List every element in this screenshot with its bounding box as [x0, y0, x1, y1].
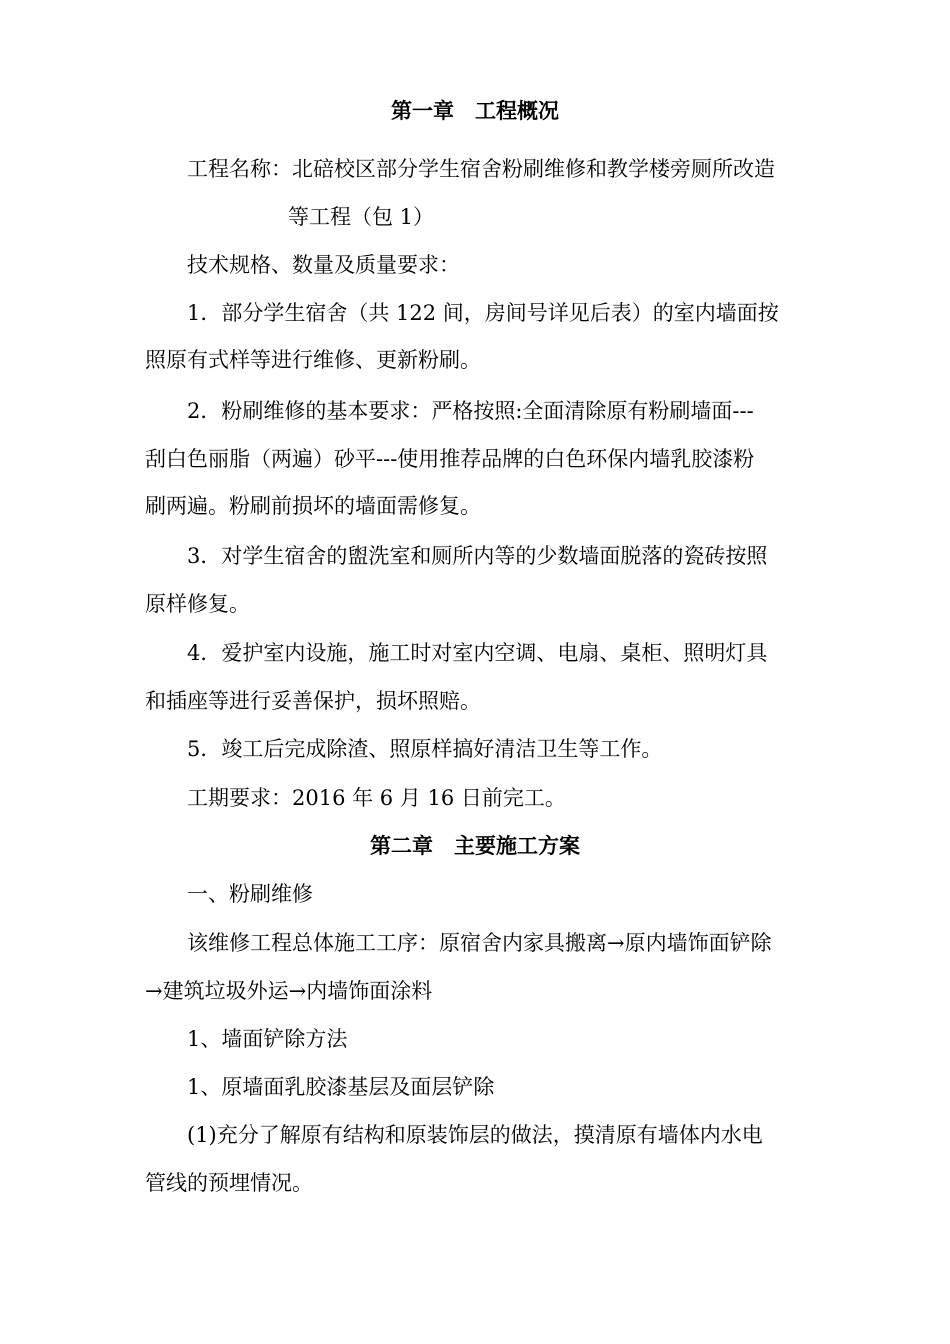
process-line2: →建筑垃圾外运→内墙饰面涂料	[145, 979, 433, 1003]
item1-line1: 1．部分学生宿舍（共 122 间，房间号详见后表）的室内墙面按	[187, 301, 779, 325]
chapter1-heading: 第一章 工程概况	[391, 99, 559, 123]
deadline: 工期要求：2016 年 6 月 16 日前完工。	[187, 786, 566, 810]
item5: 5．竣工后完成除渣、照原样搞好清洁卫生等工作。	[187, 737, 663, 761]
subsection1-title: 1、墙面铲除方法	[187, 1027, 348, 1051]
project-name-line2: 等工程（包 1）	[288, 205, 435, 229]
item4-line2: 和插座等进行妥善保护，损坏照赔。	[145, 689, 481, 713]
item2-line3: 刷两遍。粉刷前损坏的墙面需修复。	[145, 494, 481, 518]
paragraph1-line1: (1)充分了解原有结构和原装饰层的做法，摸清原有墙体内水电	[187, 1123, 763, 1147]
item2-line1: 2．粉刷维修的基本要求：严格按照:全面清除原有粉刷墙面---	[187, 399, 754, 423]
item2-line2: 刮白色丽脂（两遍）砂平---使用推荐品牌的白色环保内墙乳胶漆粉	[145, 447, 755, 471]
item1-line2: 照原有式样等进行维修、更新粉刷。	[145, 348, 481, 372]
item3-line2: 原样修复。	[145, 592, 250, 616]
section1-title: 一、粉刷维修	[187, 882, 313, 906]
item4-line1: 4．爱护室内设施，施工时对室内空调、电扇、桌柜、照明灯具	[187, 641, 768, 665]
subsection1-1-title: 1、原墙面乳胶漆基层及面层铲除	[187, 1075, 495, 1099]
process-line1: 该维修工程总体施工工序：原宿舍内家具搬离→原内墙饰面铲除	[187, 931, 772, 955]
item3-line1: 3．对学生宿舍的盥洗室和厕所内等的少数墙面脱落的瓷砖按照	[187, 544, 768, 568]
project-name-line1: 工程名称：北碚校区部分学生宿舍粉刷维修和教学楼旁厕所改造	[187, 157, 775, 181]
spec-label: 技术规格、数量及质量要求：	[187, 253, 460, 277]
paragraph1-line2: 管线的预埋情况。	[145, 1171, 313, 1195]
chapter2-heading: 第二章 主要施工方案	[370, 834, 580, 858]
